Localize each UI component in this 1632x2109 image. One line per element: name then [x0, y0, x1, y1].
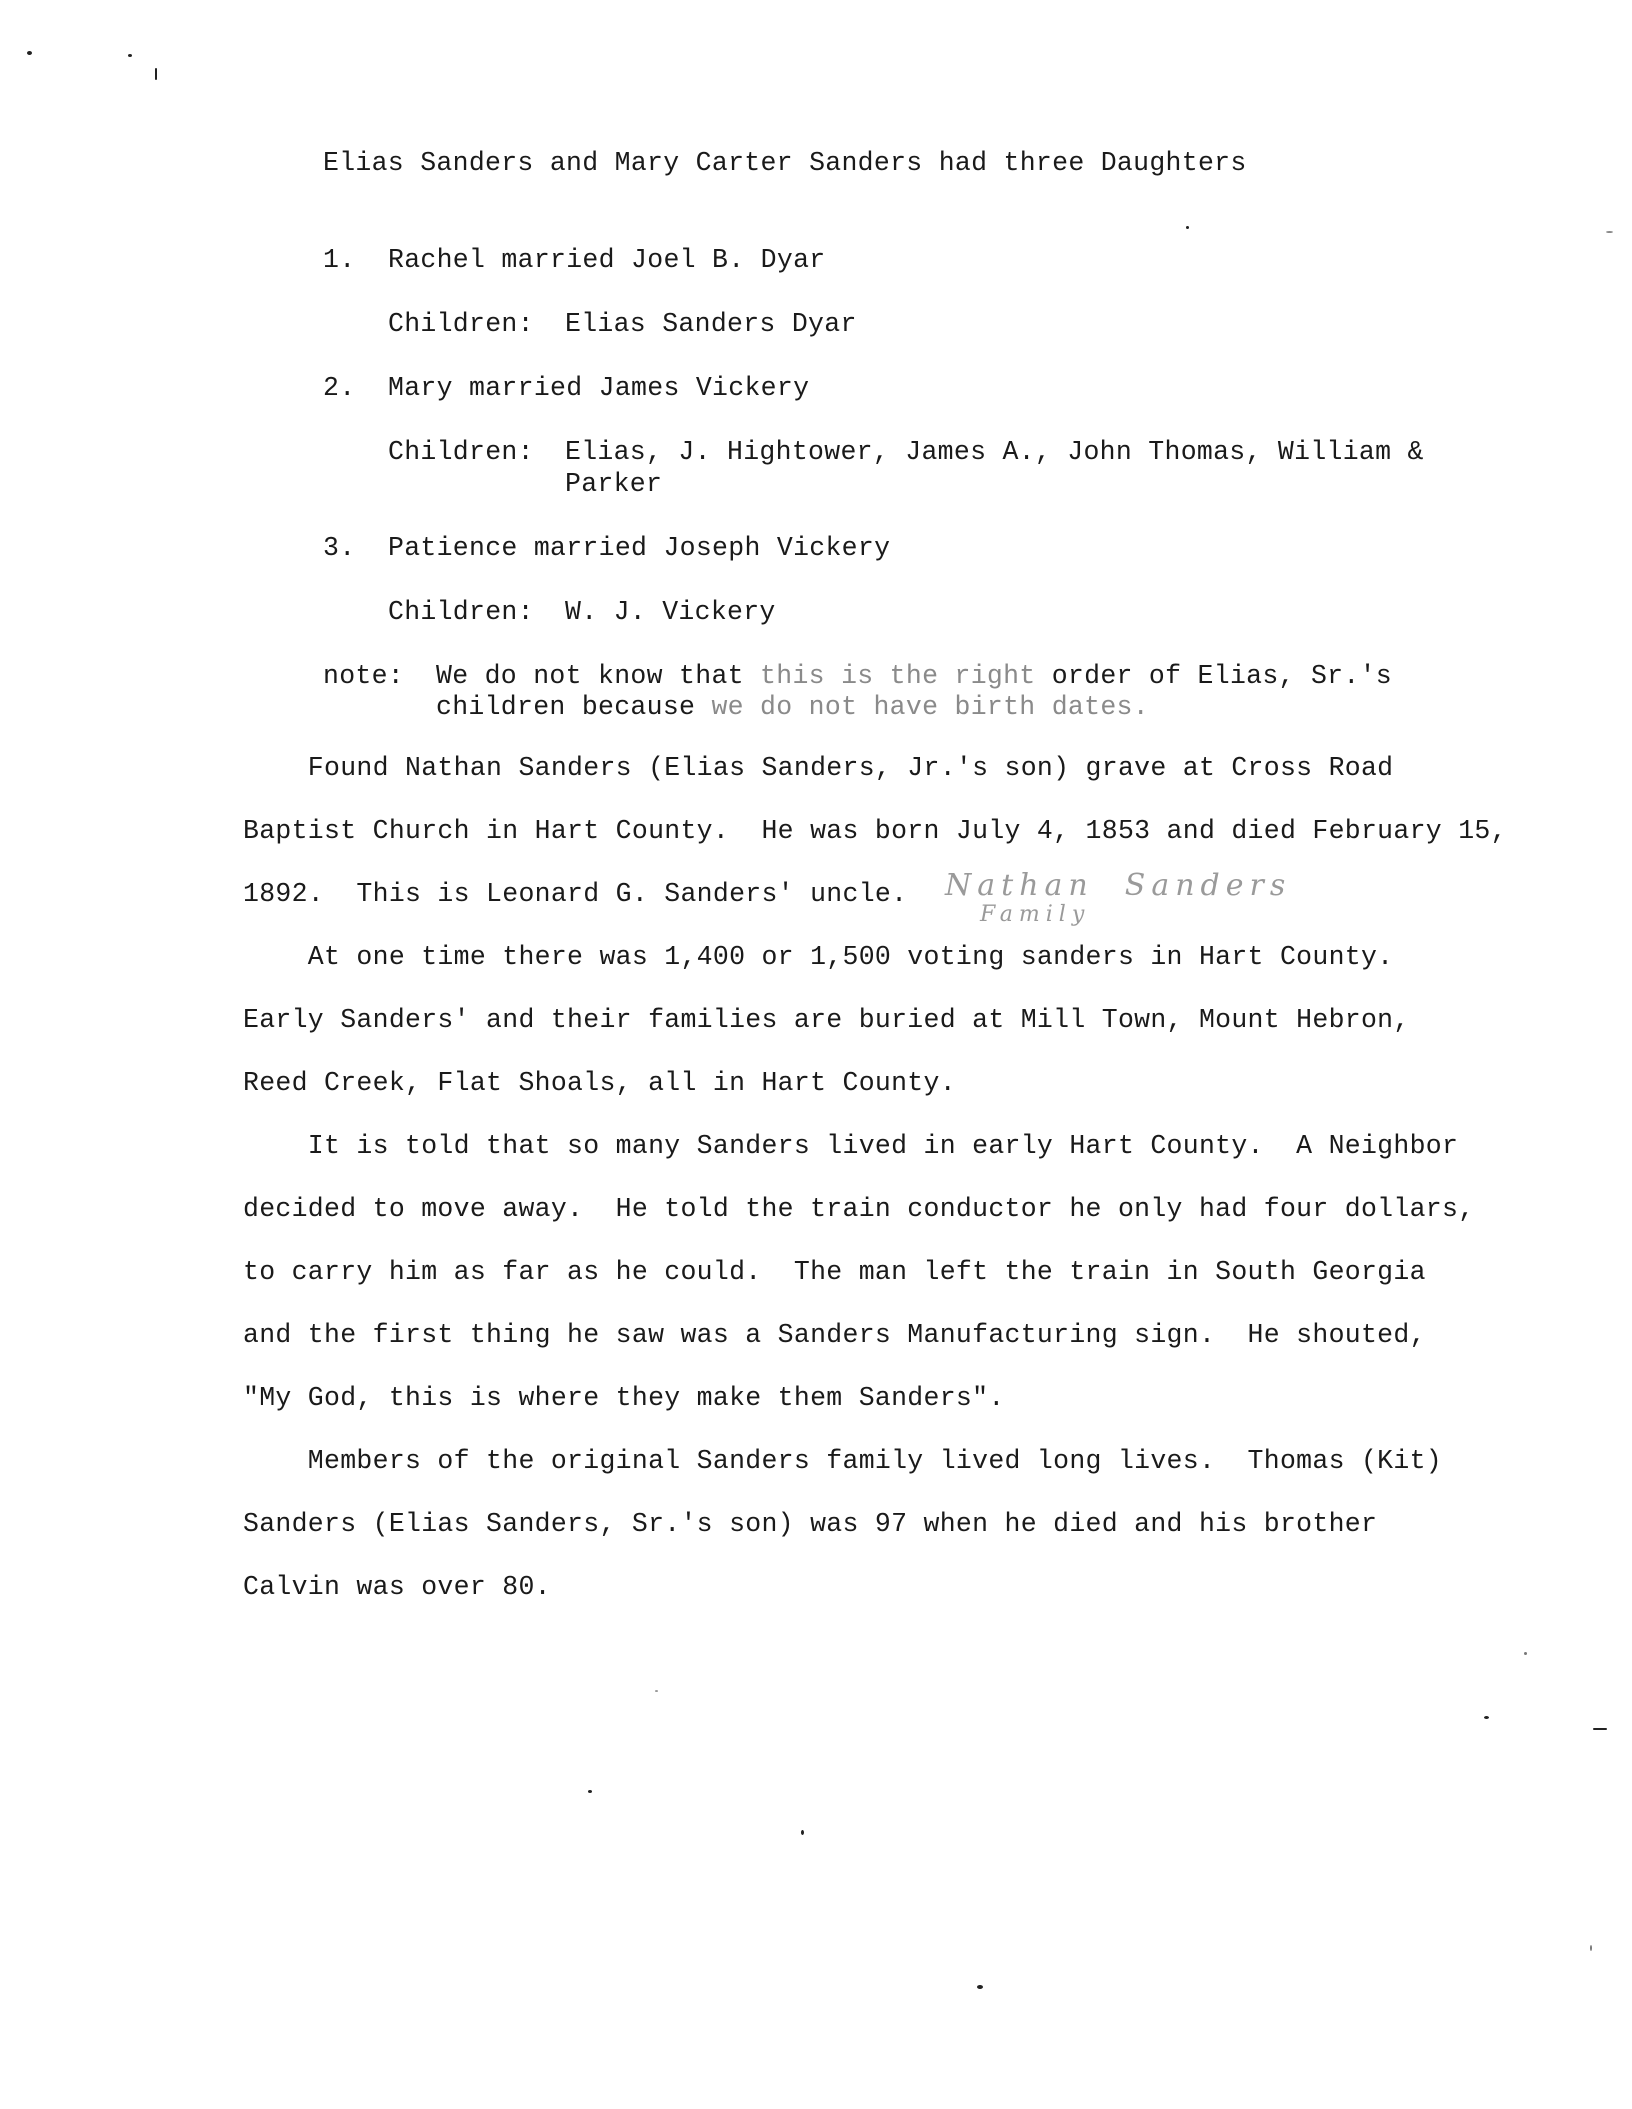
note-text-faded-segment: this is the right [743, 661, 1036, 691]
scan-speck [1524, 1652, 1527, 1655]
paragraph-line: Early Sanders' and their families are buried at Mill Town, Mount Hebron, [243, 1005, 1410, 1035]
daughter-entry: Rachel married Joel B. Dyar [388, 245, 826, 275]
note-text-faded-segment: we do not have birth dates. [711, 692, 1149, 722]
scan-speck [1590, 1945, 1592, 1951]
list-number: 3. [323, 533, 356, 563]
paragraph-line: decided to move away. He told the train conductor he only had four dollars, [243, 1194, 1475, 1224]
paragraph-line: At one time there was 1,400 or 1,500 voting sanders in Hart County. [243, 942, 1394, 972]
paragraph-line: 1892. This is Leonard G. Sanders' uncle. [243, 879, 908, 909]
list-number: 2. [323, 373, 356, 403]
scan-speck [977, 1985, 983, 1989]
paragraph-line: Calvin was over 80. [243, 1572, 551, 1602]
paragraph-line: "My God, this is where they make them Sanders". [243, 1383, 1005, 1413]
scan-speck [1606, 231, 1613, 233]
handwritten-annotation-line2: Family [980, 902, 1091, 927]
scan-speck [1484, 1716, 1489, 1719]
note-text-segment: order of Elias, Sr.'s [1035, 661, 1392, 691]
paragraph-line: Members of the original Sanders family lived long lives. Thomas (Kit) [243, 1446, 1442, 1476]
note-text-segment: children because [436, 692, 712, 722]
paragraph-line: Reed Creek, Flat Shoals, all in Hart County. [243, 1068, 956, 1098]
scan-speck [588, 1790, 592, 1793]
children-label: Children: [388, 437, 534, 467]
document-heading: Elias Sanders and Mary Carter Sanders had three Daughters [323, 148, 1247, 178]
paragraph-line: Sanders (Elias Sanders, Sr.'s son) was 97 when he died and his brother [243, 1509, 1378, 1539]
children-names: Elias Sanders Dyar [565, 309, 857, 339]
children-label: Children: [388, 309, 534, 339]
children-names-continued: Parker [565, 469, 663, 499]
handwritten-annotation: Nathan Sanders [945, 868, 1292, 903]
paragraph-line: to carry him as far as he could. The man left the train in South Georgia [243, 1257, 1426, 1287]
scan-speck [128, 54, 132, 57]
daughter-entry: Patience married Joseph Vickery [388, 533, 891, 563]
children-names: Elias, J. Hightower, James A., John Thomas, William & [565, 437, 1424, 467]
paragraph-line: It is told that so many Sanders lived in early Hart County. A Neighbor [243, 1131, 1459, 1161]
paragraph-line: Found Nathan Sanders (Elias Sanders, Jr.'s son) grave at Cross Road [243, 753, 1394, 783]
note-label: note: [323, 661, 405, 691]
scan-speck [801, 1830, 804, 1835]
note-text-line1 [436, 661, 1392, 691]
note-text-line2 [436, 692, 1149, 722]
paragraph-line: Baptist Church in Hart County. He was born July 4, 1853 and died February 15, [243, 816, 1507, 846]
children-names: W. J. Vickery [565, 597, 776, 627]
scan-speck [155, 68, 157, 80]
daughter-entry: Mary married James Vickery [388, 373, 810, 403]
scan-speck [1186, 226, 1189, 229]
scan-speck [27, 51, 32, 55]
scan-speck [655, 1690, 658, 1692]
paragraph-line: and the first thing he saw was a Sanders Manufacturing sign. He shouted, [243, 1320, 1426, 1350]
scan-speck [1593, 1728, 1607, 1730]
note-text-segment: We do not know that [436, 661, 744, 691]
children-label: Children: [388, 597, 534, 627]
list-number: 1. [323, 245, 356, 275]
